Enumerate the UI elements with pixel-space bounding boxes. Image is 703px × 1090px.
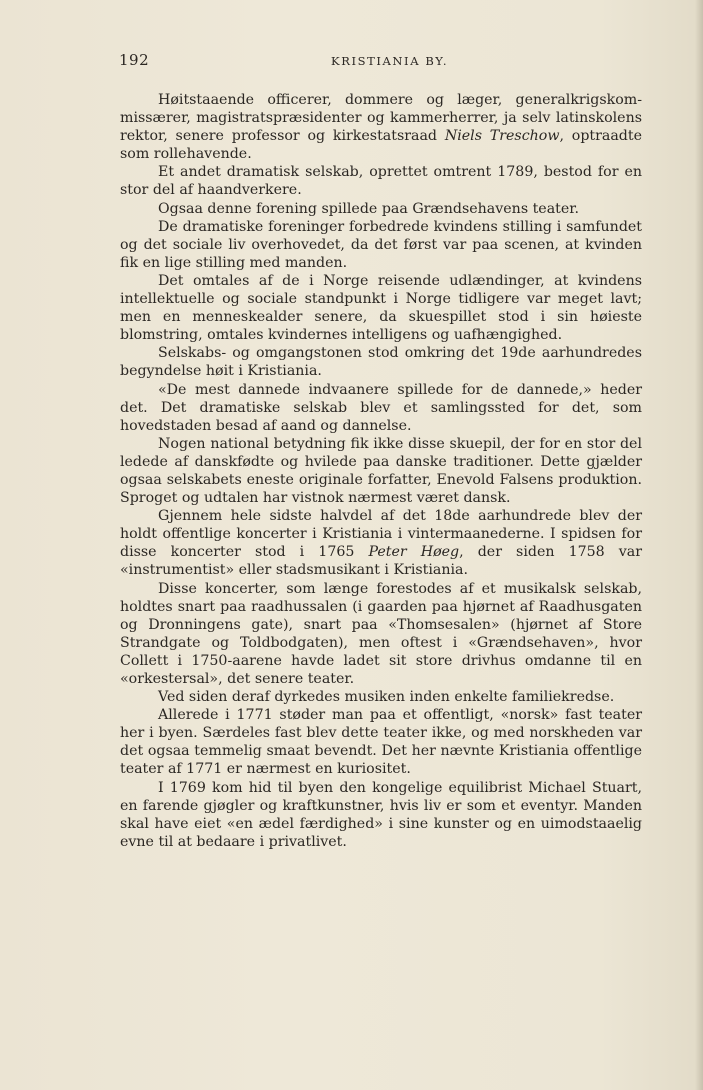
paragraph-text: De dramatiske foreninger forbedrede kvindens stilling i samfundet og det sociale liv overhovedet, da det først var paa scenen, at kvinden fik en lige stilling med manden. — [120, 218, 642, 271]
paragraph-text: , der siden 1758 var «instrumentist» eller stadsmusikant i Kristiania. — [120, 544, 643, 579]
paragraph-text: Nogen national betydning fik ikke disse skuepil, der for en stor del ledede af danskfødte og hvilede paa danske traditioner. Dette gjælder ogsaa selskabets eneste originale forfatter, Enevold Falsens produktion. Sproget og udtalen har vistnok nærmest været dansk. — [120, 435, 642, 507]
paragraph — [120, 507, 642, 579]
paragraph-text: «De mest dannede indvaanere spillede for de dannede,» heder det. Det dramatiske selskab blev et samlingssted for det, som hovedstaden besad af aand og dannelse. — [120, 381, 642, 434]
paragraph-text: Et andet dramatisk selskab, oprettet omtrent 1789, bestod for en stor del af haandverkere. — [120, 164, 642, 199]
paragraph-text: Selskabs- og omgangstonen stod omkring det 19de aarhundredes begyndelse høit i Kristiania. — [120, 345, 642, 380]
paragraph-text: Det omtales af de i Norge reisende udlændinger, at kvindens intellektuelle og sociale standpunkt i Norge tidligere var meget lavt; men en menneskealder senere, da skuespillet stod i sin høieste blomstring, omtales kvindernes intelligens og uafhængighed. — [120, 272, 642, 344]
paragraph — [120, 200, 642, 218]
paragraph-text: Høitstaaende officerer, dommere og læger, generalkrigskommissærer, magistratspræsidenter og kammerherrer, ja selv latinskolens rektor, senere professor og kirkestatsraad — [120, 92, 642, 145]
paragraph-text: Ogsaa denne forening spillede paa Grændsehavens teater. — [158, 200, 579, 217]
page-header — [119, 51, 641, 73]
paragraph-text: Allerede i 1771 støder man paa et offentligt, «norsk» fast teater her i byen. Særdeles fast blev dette teater ikke, og med norskheden var det ogsaa temmelig smaat bevendt. Det her nævnte Kristiania offentlige teater af 1771 er nærmest en kuriositet. — [120, 707, 642, 778]
paragraph-text: , optraadte som rollehavende. — [120, 128, 642, 163]
italic-name: Niels Treschow — [444, 128, 560, 145]
paragraph-text: Ved siden deraf dyrkedes musiken inden enkelte familiekredse. — [158, 689, 615, 706]
paragraph-text: Gjennem hele sidste halvdel af det 18de aarhundrede blev der holdt offentlige koncerter i Kristiania i vintermaanederne. I spidsen for disse koncerter stod i 1765 — [120, 508, 642, 561]
page-edge-shadow — [695, 0, 703, 1090]
paragraph — [120, 381, 642, 435]
paragraph — [120, 218, 642, 272]
page-number: 192 — [119, 51, 150, 69]
paragraph-text: Disse koncerter, som længe forestodes af et musikalsk selskab, holdtes snart paa raadhussalen (i gaarden paa hjørnet af Raadhusgaten og Dronningens gate), snart paa «Thomsesalen» (hjørnet af Store Strandgate og Toldbodgaten), men oftest i «Grændsehaven», hvor Collett i 1750-aarene havde ladet sit store drivhus omdanne til en «orkestersal», det senere teater. — [120, 580, 642, 687]
paragraph — [120, 344, 642, 380]
paragraph — [120, 435, 642, 507]
italic-name: Peter Høeg — [368, 544, 460, 561]
paragraph — [120, 580, 642, 689]
body-text — [120, 91, 642, 851]
paragraph — [120, 272, 642, 344]
paragraph — [120, 688, 642, 706]
running-title: KRISTIANIA BY. — [331, 54, 449, 68]
paragraph — [120, 91, 642, 163]
paragraph — [120, 779, 642, 851]
paragraph — [120, 706, 642, 778]
paragraph — [120, 163, 642, 199]
paragraph-text: I 1769 kom hid til byen den kongelige equilibrist Michael Stuart, en farende gjøgler og kraftkunstner, hvis liv er som et eventyr. Manden skal have eiet «en ædel færdighed» i sine kunster og en uimodstaaelig evne til at bedaare i privatlivet. — [120, 779, 642, 850]
